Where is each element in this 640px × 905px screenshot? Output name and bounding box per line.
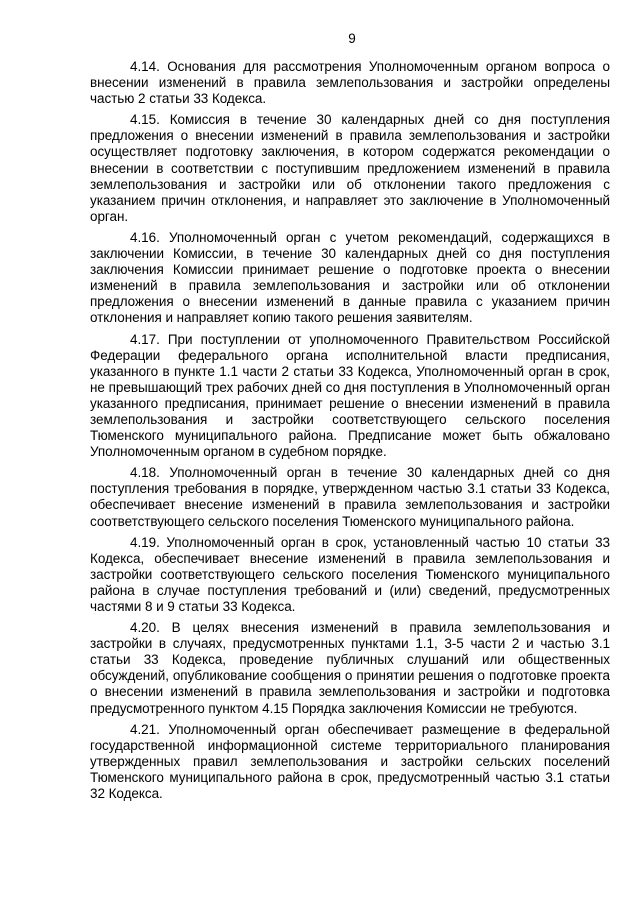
page-number: 9	[348, 31, 356, 46]
paragraph-4-19: 4.19. Уполномоченный орган в срок, установленный частью 10 статьи 33 Кодекса, обеспечивает внесение изменений в правила землепользования и застройки соответствующего сельского поселения Тюменского муниципального района в случае поступления требований и (или) сведений, предусмотренных частями 8 и 9 статьи 33 Кодекса.	[90, 534, 610, 614]
paragraph-4-16: 4.16. Уполномоченный орган с учетом рекомендаций, содержащихся в заключении Комиссии, в течение 30 календарных дней со дня поступления заключения Комиссии принимает решение о подготовке проекта о внесении изменений в правила землепользования и застройки или об отклонении предложения о внесении изменений в данные правила с указанием причин отклонения и направляет копию такого решения заявителям.	[90, 229, 610, 326]
document-page	[90, 30, 610, 807]
paragraph-4-17: 4.17. При поступлении от уполномоченного Правительством Российской Федерации федерального органа исполнительной власти предписания, указанного в пункте 1.1 части 2 статьи 33 Кодекса, Уполномоченный орган в срок, не превышающий трех рабочих дней со дня поступления в Уполномоченный орган указанного предписания, принимает решение о внесении изменений в правила землепользования и застройки соответствующего сельского поселения Тюменского муниципального района. Предписание может быть обжаловано Уполномоченным органом в судебном порядке.	[90, 331, 610, 460]
paragraph-4-14: 4.14. Основания для рассмотрения Уполномоченным органом вопроса о внесении изменений в правила землепользования и застройки определены частью 2 статьи 33 Кодекса.	[90, 59, 610, 107]
paragraph-4-20: 4.20. В целях внесения изменений в правила землепользования и застройки в случаях, предусмотренных пунктами 1.1, 3-5 части 2 и частью 3.1 статьи 33 Кодекса, проведение публичных слушаний или общественных обсуждений, опубликование сообщения о принятии решения о подготовке проекта о внесении изменений в правила землепользования и застройки и подготовка предусмотренного пунктом 4.15 Порядка заключения Комиссии не требуются.	[90, 620, 610, 716]
paragraph-4-21: 4.21. Уполномоченный орган обеспечивает размещение в федеральной государственной информационной системе территориального планирования утвержденных правил землепользования и застройки сельских поселений Тюменского муниципального района в срок, предусмотренный частью 3.1 статьи 32 Кодекса.	[90, 721, 610, 802]
paragraph-4-15: 4.15. Комиссия в течение 30 календарных дней со дня поступления предложения о внесении изменений в правила землепользования и застройки осуществляет подготовку заключения, в котором содержатся рекомендации о внесении в соответствии с поступившим предложением изменений в правила землепользования и застройки или об отклонении такого предложения с указанием причин отклонения, и направляет это заключение в Уполномоченный орган.	[90, 112, 610, 224]
paragraph-4-18: 4.18. Уполномоченный орган в течение 30 календарных дней со дня поступления требования в порядке, утвержденном частью 3.1 статьи 33 Кодекса, обеспечивает внесение изменений в правила землепользования и застройки соответствующего сельского поселения Тюменского муниципального района.	[90, 465, 610, 529]
